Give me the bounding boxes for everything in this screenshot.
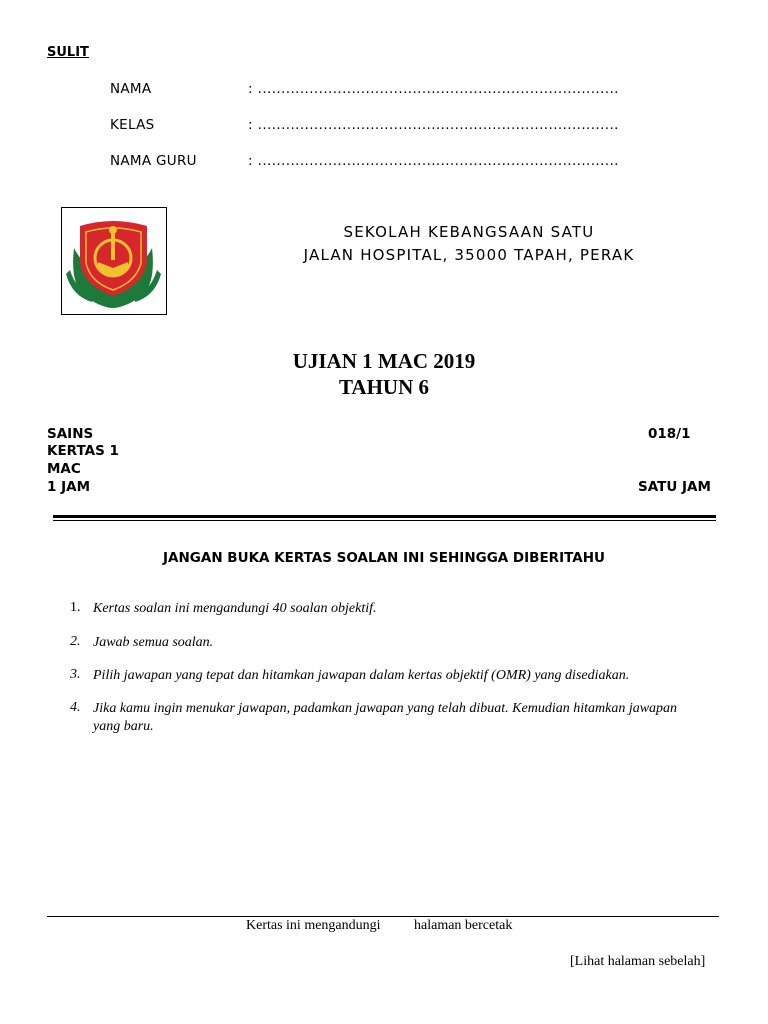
kelas-field: : ............................................................................. [248,117,619,133]
school-address: JALAN HOSPITAL, 35000 TAPAH, PERAK [303,246,635,264]
next-page-note: [Lihat halaman sebelah] [570,954,706,969]
header-divider-thin [53,520,716,521]
exam-year: TAHUN 6 [338,375,430,399]
instruction-text: Kertas soalan ini mengandungi 40 soalan objektif. [93,601,377,616]
duration-label: 1 JAM [47,479,90,495]
paper-code: 018/1 [648,426,691,442]
school-name: SEKOLAH KEBANGSAAN SATU [343,223,595,241]
exam-title: UJIAN 1 MAC 2019 [292,349,476,373]
footer-pages-right: halaman bercetak [414,918,513,933]
duration-words: SATU JAM [638,479,711,495]
month-label: MAC [47,461,81,477]
paper-label: KERTAS 1 [47,443,119,459]
subject-label: SAINS [47,426,94,442]
instruction-number: 4. [70,700,81,715]
instruction-item [70,600,710,620]
footer-pages-left: Kertas ini mengandungi [246,918,381,933]
instruction-text: Jika kamu ingin menukar jawapan, padamkan jawapan yang telah dibuat. Kemudian hitamkan jawapan yang baru. [93,701,678,734]
warning-text: JANGAN BUKA KERTAS SOALAN INI SEHINGGA DIBERITAHU [163,550,605,566]
instruction-text: Pilih jawapan yang tepat dan hitamkan jawapan dalam kertas objektif (OMR) yang disediakan. [93,668,630,683]
instruction-text: Jawab semua soalan. [93,635,214,650]
kelas-label: KELAS [110,117,155,133]
instruction-number: 2. [70,634,81,649]
instruction-item [70,667,710,687]
nama-guru-field: : ............................................................................. [248,153,619,169]
instruction-number: 1. [70,600,81,615]
instruction-item [70,634,710,654]
instruction-item [70,700,710,740]
nama-label: NAMA [110,81,152,97]
school-crest-icon [62,208,165,313]
sulit-label: SULIT [47,45,89,60]
header-divider-thick [53,515,716,518]
nama-field: : ............................................................................. [248,81,619,97]
school-logo [61,207,167,315]
footer-divider [47,916,719,917]
instruction-number: 3. [70,667,81,682]
nama-guru-label: NAMA GURU [110,153,197,169]
